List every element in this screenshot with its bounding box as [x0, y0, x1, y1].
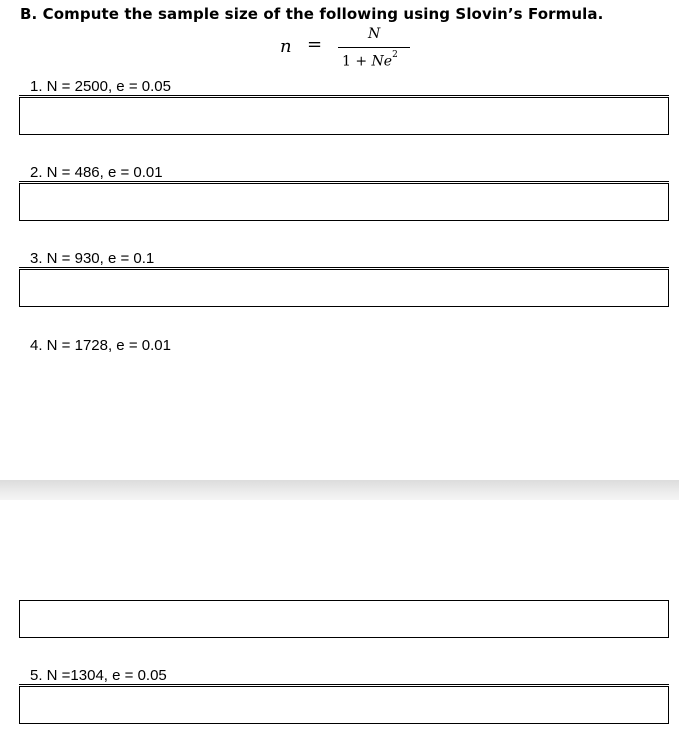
fraction-bar — [338, 47, 410, 48]
answer-box-5[interactable] — [19, 686, 669, 724]
question-2-label: 2. N = 486, e = 0.01 — [30, 164, 163, 181]
exponent: 2 — [392, 50, 398, 60]
question-2-underline — [19, 181, 669, 182]
denominator-lead: 1 + — [342, 53, 372, 70]
answer-box-3[interactable] — [19, 269, 669, 307]
question-5-label: 5. N =1304, e = 0.05 — [30, 667, 167, 684]
formula-numerator: N — [368, 26, 381, 42]
answer-box-2[interactable] — [19, 183, 669, 221]
formula-equals: = — [307, 34, 323, 55]
formula-denominator — [342, 50, 398, 70]
question-4-label: 4. N = 1728, e = 0.01 — [30, 337, 171, 354]
question-3-label: 3. N = 930, e = 0.1 — [30, 250, 155, 267]
slovin-formula — [278, 26, 418, 78]
question-1-underline — [19, 95, 669, 96]
answer-box-1[interactable] — [19, 97, 669, 135]
page-separator — [0, 480, 679, 500]
formula-lhs: n — [280, 36, 292, 57]
page-heading: B. Compute the sample size of the following using Slovin’s Formula. — [20, 5, 604, 23]
answer-box-4[interactable] — [19, 600, 669, 638]
denominator-var: Ne — [371, 53, 393, 70]
question-3-underline — [19, 267, 669, 268]
question-1-label: 1. N = 2500, e = 0.05 — [30, 78, 171, 95]
question-5-underline — [19, 684, 669, 685]
